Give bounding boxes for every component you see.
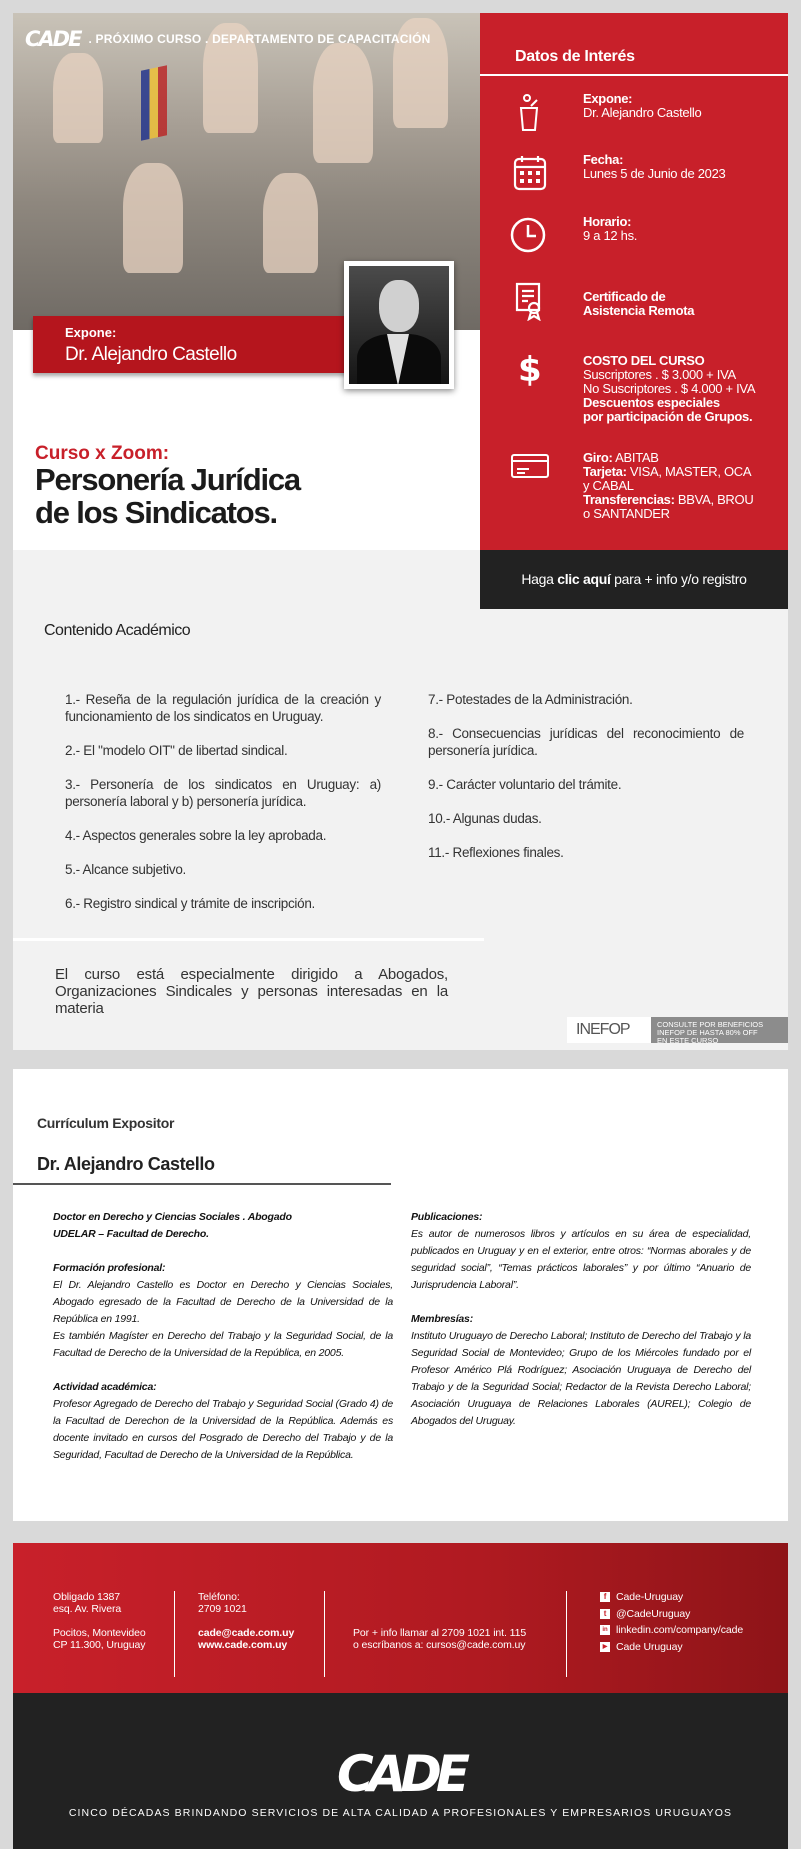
svg-text:$: $ [518,350,542,388]
info-panel [480,13,788,550]
info-label: Asistencia Remota [583,303,695,318]
address-line: Obligado 1387 [53,1591,121,1603]
info-value: Descuentos especiales [583,395,720,410]
info-value: o SANTANDER [583,506,670,521]
cta-text: Haga [521,571,558,587]
cv-left-column [53,1209,393,1464]
list-item: 1.- Reseña de la regulación jurídica de la creación y funcionamiento de los sindicatos en Uruguay. [65,692,381,724]
footer-contact [198,1591,294,1651]
cade-logo-large: CADE [336,1745,465,1803]
certificate-icon [510,281,550,321]
info-value: Lunes 5 de Junio de 2023 [583,166,726,181]
list-item: 11.- Reflexiones finales. [428,845,564,860]
phone-number: 2709 1021 [198,1603,247,1615]
info-value: No Suscriptores . $ 4.000 + IVA [583,381,756,396]
social-twitter[interactable] [600,1608,743,1620]
address-line: esq. Av. Rivera [53,1603,122,1615]
list-item: 8.- Consecuencias jurídicas del reconocimiento de personería jurídica. [428,726,744,758]
twitter-icon: t [600,1609,610,1619]
info-label: Transferencias: [583,492,675,507]
course-title-line: de los Sindicatos. [35,495,277,530]
info-label: COSTO DEL CURSO [583,353,705,368]
cv-label: Formación profesional: [53,1262,166,1274]
social-linkedin[interactable] [600,1624,743,1636]
hand-decoration [123,163,183,273]
academic-content [13,550,788,1050]
list-item: 2.- El "modelo OIT" de libertad sindical. [65,743,288,758]
cv-text: Profesor Agregado de Derecho del Trabajo y Seguridad Social (Grado 4) de la Facultad de Derechon de la Universidad de la República. Además es docente invitado en cursos del Posgrado de Derecho del Trabajo y de la Seguridad, Facultad de Derecho de la Universidad de la República. [53,1398,393,1461]
cv-text: Es también Magíster en Derecho del Trabajo y la Seguridad Social, de la Facultad de Derecho de la Universidad de la República, en 2005. [53,1330,393,1359]
cv-section [13,1069,788,1521]
course-title [35,463,455,529]
linkedin-icon: in [600,1625,610,1635]
inefop-line: EN ESTE CURSO [657,1036,719,1045]
inefop-line: INEFOP DE HASTA 80% OFF [657,1028,758,1037]
footer-address [53,1591,146,1651]
address-line: CP 11.300, Uruguay [53,1639,146,1651]
cta-text: para + info y/o registro [610,571,747,587]
info-label: Fecha: [583,152,624,167]
info-value: VISA, MASTER, OCA [626,464,752,479]
cv-university: UDELAR – Facultad de Derecho. [53,1228,209,1240]
cv-text: Es autor de numerosos libros y artículos en su área de especialidad, publicados en Uruguay y en el exterior, entre otros: “Normas aborales y de seguridad social”, “Temas prácticos laborales” y por último “Anuario de Jurisprudencia Laboral”. [411,1228,751,1291]
cade-logo: CADE [25,27,81,51]
info-label: Horario: [583,214,632,229]
footer [13,1543,788,1693]
hand-decoration [263,173,318,273]
info-panel-title: Datos de Interés [515,48,635,65]
cv-degree: Doctor en Derecho y Ciencias Sociales . Abogado [53,1211,292,1223]
web-link[interactable]: www.cade.com.uy [198,1639,288,1651]
slogan: CINCO DÉCADAS BRINDANDO SERVICIOS DE ALTA CALIDAD A PROFESIONALES Y EMPRESARIOS URUGUAYOS [68,1807,733,1819]
speaker-name: Dr. Alejandro Castello [65,344,237,365]
info-value: ABITAB [612,450,659,465]
email-link[interactable]: cade@cade.com.uy [198,1627,295,1639]
inefop-text [651,1017,788,1043]
social-label: linkedin.com/company/cade [616,1624,744,1636]
social-youtube[interactable] [600,1641,743,1653]
list-item: 9.- Carácter voluntario del trámite. [428,777,622,792]
header-tagline: . PRÓXIMO CURSO . DEPARTAMENTO DE CAPACITACIÓN [88,32,431,46]
social-facebook[interactable] [600,1591,743,1603]
inefop-banner[interactable] [567,1017,788,1043]
footer-social [600,1591,743,1657]
clock-icon [510,215,550,255]
info-line: Por + info llamar al 2709 1021 int. 115 [353,1627,527,1639]
footer-info [353,1627,526,1651]
info-value: 9 a 12 hs. [583,228,638,243]
course-title-line: Personería Jurídica [35,462,300,497]
cv-text: El Dr. Alejandro Castello es Doctor en Derecho y Ciencias Sociales, Abogado egresado de la Facultad de Derecho de la Universidad de la República en 1991. [53,1279,393,1325]
info-label: Giro: [583,450,613,465]
bottom-banner [13,1693,788,1849]
youtube-icon: ▶ [600,1642,610,1652]
dollar-icon [510,348,550,388]
inefop-logo: INEFOP [567,1017,651,1043]
phone-label: Teléfono: [198,1591,240,1603]
list-item: 10.- Algunas dudas. [428,811,542,826]
info-label: Expone: [583,91,633,106]
hand-decoration [313,43,373,163]
social-label: Cade-Uruguay [616,1591,684,1603]
cv-title: Currículum Expositor [37,1115,175,1131]
info-value: BBVA, BROU [674,492,754,507]
info-value: y CABAL [583,478,634,493]
hand-decoration [53,53,103,143]
list-item: 6.- Registro sindical y trámite de inscripción. [65,896,316,911]
cv-name: Dr. Alejandro Castello [37,1154,215,1174]
calendar-icon [510,153,550,193]
cv-label: Publicaciones: [411,1211,483,1223]
podium-icon [510,92,550,132]
inefop-line: CONSULTE POR BENEFICIOS [657,1020,764,1029]
list-item: 7.- Potestades de la Administración. [428,692,633,707]
content-list-left [65,691,381,929]
register-button[interactable] [480,550,788,609]
info-value: Suscriptores . $ 3.000 + IVA [583,367,736,382]
audience-note: El curso está especialmente dirigido a Abogados, Organizaciones Sindicales y personas interesadas en la materia [55,966,448,1017]
cv-label: Membresías: [411,1313,473,1325]
speaker-box [33,316,358,373]
flag-decoration [141,65,167,141]
address-line: Pocitos, Montevideo [53,1627,146,1639]
speaker-label: Expone: [65,325,117,340]
cv-right-column [411,1209,751,1430]
info-label: Tarjeta: [583,464,627,479]
credit-card-icon [510,445,550,485]
social-label: @CadeUruguay [616,1607,691,1620]
social-label: Cade Uruguay [616,1640,683,1653]
list-item: 4.- Aspectos generales sobre la ley aprobada. [65,828,327,843]
cv-label: Actividad académica: [53,1381,157,1393]
info-value: Dr. Alejandro Castello [583,105,702,120]
cv-text: Instituto Uruguayo de Derecho Laboral; Instituto de Derecho del Trabajo y la Seguridad Social de Montevideo; Grupo de los Miércoles fundado por el Profesor Américo Plá Rodríguez; Asociación Uruguaya de Derecho del Trabajo y de la Seguridad Social; Redactor de la Revista Derecho Laboral; Asociación Uruguaya de Relaciones Laborales (AUREL); Colegio de Abogados del Uruguay. [411,1330,751,1427]
facebook-icon: f [600,1592,610,1602]
info-label: Certificado de [583,289,666,304]
cta-link[interactable]: clic aquí [557,571,611,587]
list-item: 5.- Alcance subjetivo. [65,862,186,877]
content-title: Contenido Académico [44,622,191,639]
speaker-photo [344,261,454,389]
header-bar [25,27,431,51]
list-item: 3.- Personería de los sindicatos en Uruguay: a) personería laboral y b) personería jurídica. [65,777,381,809]
info-line: o escríbanos a: cursos@cade.com.uy [353,1639,526,1651]
info-value: por participación de Grupos. [583,409,753,424]
course-subtitle: Curso x Zoom: [35,443,170,464]
content-list-right [428,691,744,878]
